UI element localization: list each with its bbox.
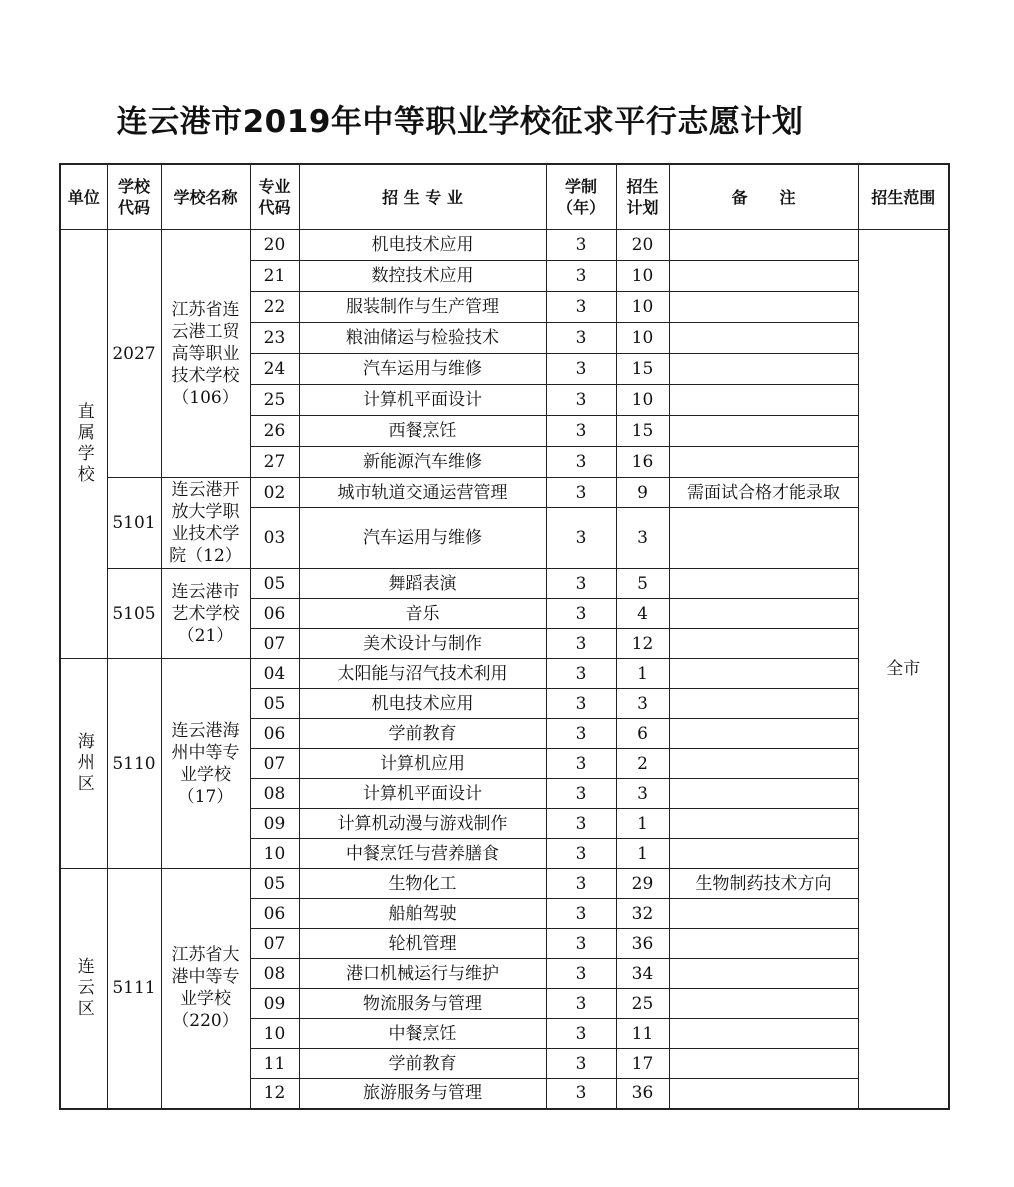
major-code-cell: 03 bbox=[250, 508, 299, 569]
major-cell: 计算机平面设计 bbox=[299, 779, 546, 809]
major-code-cell: 23 bbox=[250, 323, 299, 354]
duration-cell: 3 bbox=[546, 749, 616, 779]
header-school-code: 学校 代码 bbox=[107, 164, 161, 230]
major-code-cell: 24 bbox=[250, 354, 299, 385]
major-code-cell: 08 bbox=[250, 959, 299, 989]
major-cell: 粮油储运与检验技术 bbox=[299, 323, 546, 354]
major-cell: 生物化工 bbox=[299, 869, 546, 899]
major-code-cell: 25 bbox=[250, 385, 299, 416]
duration-cell: 3 bbox=[546, 989, 616, 1019]
plan-cell: 3 bbox=[616, 689, 669, 719]
duration-cell: 3 bbox=[546, 569, 616, 599]
duration-cell: 3 bbox=[546, 809, 616, 839]
remark-cell bbox=[669, 719, 858, 749]
plan-cell: 34 bbox=[616, 959, 669, 989]
major-code-cell: 27 bbox=[250, 447, 299, 478]
major-code-cell: 09 bbox=[250, 809, 299, 839]
duration-cell: 3 bbox=[546, 719, 616, 749]
plan-cell: 2 bbox=[616, 749, 669, 779]
plan-cell: 4 bbox=[616, 599, 669, 629]
header-scope: 招生范围 bbox=[858, 164, 949, 230]
major-cell: 机电技术应用 bbox=[299, 230, 546, 261]
unit-cell: 连云区 bbox=[60, 869, 107, 1109]
major-code-cell: 26 bbox=[250, 416, 299, 447]
major-code-cell: 02 bbox=[250, 478, 299, 508]
plan-cell: 20 bbox=[616, 230, 669, 261]
plan-cell: 15 bbox=[616, 416, 669, 447]
major-cell: 服装制作与生产管理 bbox=[299, 292, 546, 323]
remark-cell bbox=[669, 323, 858, 354]
plan-cell: 10 bbox=[616, 385, 669, 416]
plan-cell: 5 bbox=[616, 569, 669, 599]
school-name-cell: 江苏省连云港工贸高等职业技术学校（106） bbox=[161, 230, 250, 478]
school-code-cell: 5105 bbox=[107, 569, 161, 659]
duration-cell: 3 bbox=[546, 929, 616, 959]
duration-cell: 3 bbox=[546, 1079, 616, 1109]
plan-cell: 12 bbox=[616, 629, 669, 659]
remark-cell bbox=[669, 230, 858, 261]
unit-cell: 直属学校 bbox=[60, 230, 107, 659]
major-cell: 学前教育 bbox=[299, 719, 546, 749]
major-cell: 中餐烹饪与营养膳食 bbox=[299, 839, 546, 869]
remark-cell bbox=[669, 385, 858, 416]
major-code-cell: 05 bbox=[250, 569, 299, 599]
major-code-cell: 10 bbox=[250, 839, 299, 869]
duration-cell: 3 bbox=[546, 416, 616, 447]
major-cell: 城市轨道交通运营管理 bbox=[299, 478, 546, 508]
header-plan: 招生 计划 bbox=[616, 164, 669, 230]
major-code-cell: 07 bbox=[250, 749, 299, 779]
school-name-cell: 连云港市艺术学校（21） bbox=[161, 569, 250, 659]
plan-cell: 11 bbox=[616, 1019, 669, 1049]
remark-cell bbox=[669, 899, 858, 929]
major-cell: 西餐烹饪 bbox=[299, 416, 546, 447]
major-code-cell: 09 bbox=[250, 989, 299, 1019]
major-cell: 旅游服务与管理 bbox=[299, 1079, 546, 1109]
remark-cell bbox=[669, 659, 858, 689]
major-cell: 音乐 bbox=[299, 599, 546, 629]
remark-cell bbox=[669, 1049, 858, 1079]
header-unit: 单位 bbox=[60, 164, 107, 230]
major-code-cell: 06 bbox=[250, 719, 299, 749]
remark-cell bbox=[669, 749, 858, 779]
remark-cell bbox=[669, 1019, 858, 1049]
major-code-cell: 12 bbox=[250, 1079, 299, 1109]
header-major: 招 生 专 业 bbox=[299, 164, 546, 230]
remark-cell bbox=[669, 1079, 858, 1109]
header-remark: 备 注 bbox=[669, 164, 858, 230]
major-cell: 港口机械运行与维护 bbox=[299, 959, 546, 989]
duration-cell: 3 bbox=[546, 869, 616, 899]
duration-cell: 3 bbox=[546, 779, 616, 809]
major-cell: 计算机平面设计 bbox=[299, 385, 546, 416]
plan-cell: 1 bbox=[616, 659, 669, 689]
plan-cell: 36 bbox=[616, 929, 669, 959]
plan-cell: 15 bbox=[616, 354, 669, 385]
remark-cell bbox=[669, 929, 858, 959]
duration-cell: 3 bbox=[546, 323, 616, 354]
school-code-cell: 5110 bbox=[107, 659, 161, 869]
remark-cell bbox=[669, 839, 858, 869]
remark-cell bbox=[669, 292, 858, 323]
duration-cell: 3 bbox=[546, 385, 616, 416]
duration-cell: 3 bbox=[546, 899, 616, 929]
school-code-cell: 5101 bbox=[107, 478, 161, 569]
major-code-cell: 07 bbox=[250, 629, 299, 659]
major-cell: 汽车运用与维修 bbox=[299, 354, 546, 385]
major-cell: 数控技术应用 bbox=[299, 261, 546, 292]
remark-cell bbox=[669, 779, 858, 809]
remark-cell bbox=[669, 809, 858, 839]
remark-cell: 生物制药技术方向 bbox=[669, 869, 858, 899]
major-cell: 计算机应用 bbox=[299, 749, 546, 779]
remark-cell bbox=[669, 689, 858, 719]
major-cell: 物流服务与管理 bbox=[299, 989, 546, 1019]
plan-cell: 16 bbox=[616, 447, 669, 478]
major-code-cell: 04 bbox=[250, 659, 299, 689]
duration-cell: 3 bbox=[546, 689, 616, 719]
remark-cell bbox=[669, 629, 858, 659]
remark-cell bbox=[669, 989, 858, 1019]
major-cell: 中餐烹饪 bbox=[299, 1019, 546, 1049]
major-code-cell: 10 bbox=[250, 1019, 299, 1049]
major-cell: 机电技术应用 bbox=[299, 689, 546, 719]
school-code-cell: 2027 bbox=[107, 230, 161, 478]
remark-cell bbox=[669, 599, 858, 629]
duration-cell: 3 bbox=[546, 1049, 616, 1079]
major-code-cell: 05 bbox=[250, 869, 299, 899]
header-row bbox=[60, 164, 949, 230]
duration-cell: 3 bbox=[546, 478, 616, 508]
major-code-cell: 20 bbox=[250, 230, 299, 261]
header-school-name: 学校名称 bbox=[161, 164, 250, 230]
plan-cell: 36 bbox=[616, 1079, 669, 1109]
major-code-cell: 08 bbox=[250, 779, 299, 809]
plan-cell: 1 bbox=[616, 809, 669, 839]
plan-cell: 3 bbox=[616, 779, 669, 809]
duration-cell: 3 bbox=[546, 1019, 616, 1049]
duration-cell: 3 bbox=[546, 839, 616, 869]
duration-cell: 3 bbox=[546, 599, 616, 629]
remark-cell bbox=[669, 569, 858, 599]
scope-cell: 全市 bbox=[858, 230, 949, 1109]
major-code-cell: 11 bbox=[250, 1049, 299, 1079]
unit-cell: 海州区 bbox=[60, 659, 107, 869]
page-title: 连云港市2019年中等职业学校征求平行志愿计划 bbox=[116, 104, 804, 140]
plan-cell: 32 bbox=[616, 899, 669, 929]
remark-cell bbox=[669, 354, 858, 385]
major-cell: 计算机动漫与游戏制作 bbox=[299, 809, 546, 839]
school-name-cell: 连云港开放大学职业技术学院（12） bbox=[161, 478, 250, 569]
major-cell: 学前教育 bbox=[299, 1049, 546, 1079]
plan-cell: 1 bbox=[616, 839, 669, 869]
plan-cell: 25 bbox=[616, 989, 669, 1019]
duration-cell: 3 bbox=[546, 292, 616, 323]
major-cell: 新能源汽车维修 bbox=[299, 447, 546, 478]
duration-cell: 3 bbox=[546, 508, 616, 569]
major-cell: 轮机管理 bbox=[299, 929, 546, 959]
duration-cell: 3 bbox=[546, 354, 616, 385]
major-code-cell: 06 bbox=[250, 899, 299, 929]
table-row bbox=[60, 869, 949, 899]
enrollment-plan-table bbox=[59, 163, 950, 1110]
remark-cell bbox=[669, 508, 858, 569]
remark-cell bbox=[669, 447, 858, 478]
table-row bbox=[60, 569, 949, 599]
major-code-cell: 06 bbox=[250, 599, 299, 629]
duration-cell: 3 bbox=[546, 659, 616, 689]
duration-cell: 3 bbox=[546, 447, 616, 478]
duration-cell: 3 bbox=[546, 629, 616, 659]
major-code-cell: 05 bbox=[250, 689, 299, 719]
table-row bbox=[60, 659, 949, 689]
duration-cell: 3 bbox=[546, 261, 616, 292]
plan-cell: 9 bbox=[616, 478, 669, 508]
plan-cell: 10 bbox=[616, 261, 669, 292]
duration-cell: 3 bbox=[546, 230, 616, 261]
plan-cell: 10 bbox=[616, 323, 669, 354]
remark-cell bbox=[669, 261, 858, 292]
plan-cell: 10 bbox=[616, 292, 669, 323]
plan-cell: 6 bbox=[616, 719, 669, 749]
remark-cell bbox=[669, 416, 858, 447]
table-row bbox=[60, 478, 949, 508]
plan-cell: 17 bbox=[616, 1049, 669, 1079]
major-cell: 汽车运用与维修 bbox=[299, 508, 546, 569]
major-cell: 舞蹈表演 bbox=[299, 569, 546, 599]
duration-cell: 3 bbox=[546, 959, 616, 989]
major-cell: 船舶驾驶 bbox=[299, 899, 546, 929]
school-code-cell: 5111 bbox=[107, 869, 161, 1109]
major-cell: 美术设计与制作 bbox=[299, 629, 546, 659]
plan-cell: 29 bbox=[616, 869, 669, 899]
header-major-code: 专业 代码 bbox=[250, 164, 299, 230]
major-code-cell: 07 bbox=[250, 929, 299, 959]
plan-cell: 3 bbox=[616, 508, 669, 569]
header-duration: 学制 （年） bbox=[546, 164, 616, 230]
major-cell: 太阳能与沼气技术利用 bbox=[299, 659, 546, 689]
school-name-cell: 连云港海州中等专业学校（17） bbox=[161, 659, 250, 869]
table-row bbox=[60, 230, 949, 261]
major-code-cell: 22 bbox=[250, 292, 299, 323]
school-name-cell: 江苏省大港中等专业学校（220） bbox=[161, 869, 250, 1109]
major-code-cell: 21 bbox=[250, 261, 299, 292]
remark-cell: 需面试合格才能录取 bbox=[669, 478, 858, 508]
remark-cell bbox=[669, 959, 858, 989]
